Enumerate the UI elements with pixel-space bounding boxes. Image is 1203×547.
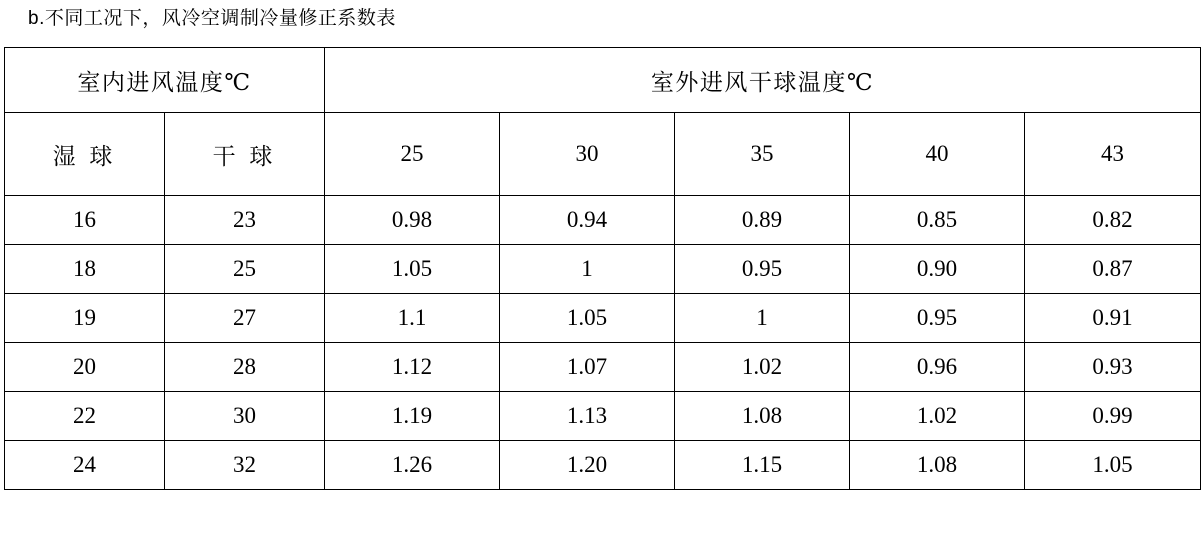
table-row (5, 392, 1201, 441)
cell-wet-bulb: 20 (5, 343, 165, 392)
cell-coefficient: 1.02 (850, 392, 1025, 441)
header-dry-bulb: 干 球 (165, 113, 325, 196)
cell-coefficient: 1.13 (500, 392, 675, 441)
cell-coefficient: 1.19 (325, 392, 500, 441)
header-outdoor-temp-35: 35 (675, 113, 850, 196)
cell-coefficient: 1.05 (500, 294, 675, 343)
cell-coefficient: 1.08 (675, 392, 850, 441)
cell-coefficient: 0.93 (1025, 343, 1201, 392)
table-caption: b.不同工况下，风冷空调制冷量修正系数表 (28, 8, 396, 29)
cell-coefficient: 1.05 (1025, 441, 1201, 490)
cell-dry-bulb: 30 (165, 392, 325, 441)
table-row (5, 441, 1201, 490)
cell-dry-bulb: 28 (165, 343, 325, 392)
header-outdoor-dry-bulb-temp: 室外进风干球温度℃ (325, 48, 1201, 113)
header-indoor-air-temp: 室内进风温度℃ (5, 48, 325, 113)
cell-coefficient: 0.91 (1025, 294, 1201, 343)
cell-coefficient: 1 (675, 294, 850, 343)
table-row (5, 245, 1201, 294)
table-row (5, 196, 1201, 245)
cell-coefficient: 0.90 (850, 245, 1025, 294)
table-row (5, 343, 1201, 392)
cell-coefficient: 1.07 (500, 343, 675, 392)
table-subheader-row (5, 113, 1201, 196)
cell-coefficient: 1.02 (675, 343, 850, 392)
cell-coefficient: 1.26 (325, 441, 500, 490)
cell-coefficient: 1.20 (500, 441, 675, 490)
cell-wet-bulb: 22 (5, 392, 165, 441)
cell-dry-bulb: 23 (165, 196, 325, 245)
cell-coefficient: 1 (500, 245, 675, 294)
cell-coefficient: 0.95 (850, 294, 1025, 343)
cell-wet-bulb: 24 (5, 441, 165, 490)
cell-coefficient: 0.94 (500, 196, 675, 245)
header-outdoor-temp-43: 43 (1025, 113, 1201, 196)
cell-dry-bulb: 25 (165, 245, 325, 294)
cell-coefficient: 0.98 (325, 196, 500, 245)
header-outdoor-temp-30: 30 (500, 113, 675, 196)
table-row (5, 294, 1201, 343)
cell-wet-bulb: 19 (5, 294, 165, 343)
header-outdoor-temp-40: 40 (850, 113, 1025, 196)
cell-coefficient: 0.95 (675, 245, 850, 294)
cell-coefficient: 0.99 (1025, 392, 1201, 441)
header-outdoor-temp-25: 25 (325, 113, 500, 196)
coefficient-table (4, 47, 1201, 490)
cell-coefficient: 1.1 (325, 294, 500, 343)
cell-coefficient: 0.87 (1025, 245, 1201, 294)
cell-coefficient: 0.82 (1025, 196, 1201, 245)
cell-wet-bulb: 18 (5, 245, 165, 294)
cell-dry-bulb: 32 (165, 441, 325, 490)
header-wet-bulb: 湿 球 (5, 113, 165, 196)
cell-coefficient: 0.96 (850, 343, 1025, 392)
cell-coefficient: 1.12 (325, 343, 500, 392)
cell-coefficient: 1.15 (675, 441, 850, 490)
table-header-group-row (5, 48, 1201, 113)
cell-coefficient: 0.89 (675, 196, 850, 245)
cell-coefficient: 1.05 (325, 245, 500, 294)
cell-dry-bulb: 27 (165, 294, 325, 343)
cell-wet-bulb: 16 (5, 196, 165, 245)
cell-coefficient: 1.08 (850, 441, 1025, 490)
cell-coefficient: 0.85 (850, 196, 1025, 245)
coefficient-table-container (4, 47, 1200, 490)
